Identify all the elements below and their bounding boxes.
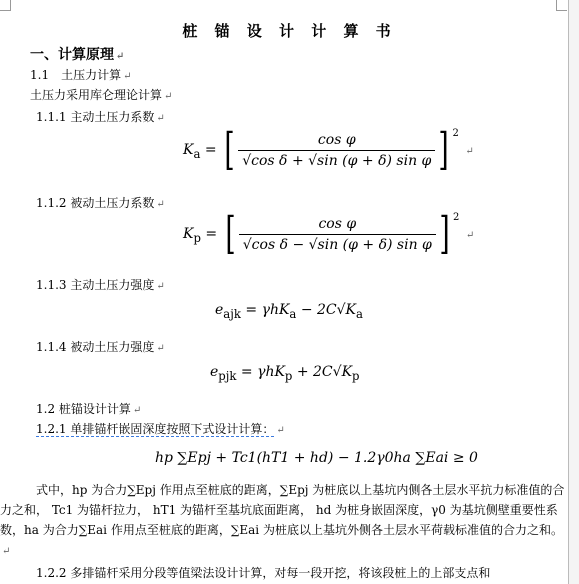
right-bracket: ] xyxy=(438,124,450,175)
right-bracket: ] xyxy=(439,208,450,259)
kp-numerator: cos φ xyxy=(318,215,357,232)
paragraph-mark: ↵ xyxy=(164,91,173,102)
kp-subscript: p xyxy=(193,230,201,245)
epjk-rhs: = γhK xyxy=(240,364,285,380)
subsection-1-1-2 xyxy=(36,194,165,211)
subsection-1-1-3-text: 1.1.3 主动土压力强度 xyxy=(36,278,155,292)
equals-sign: = xyxy=(205,226,218,242)
epjk-tail: + 2C√K xyxy=(296,364,353,380)
paragraph-mark: ↵ xyxy=(116,51,125,62)
eajk-subscript: ajk xyxy=(223,306,241,321)
subsection-1-1-2-text: 1.1.2 被动土压力系数 xyxy=(36,196,155,210)
subsection-1-1-1 xyxy=(36,108,165,125)
kp-exponent: 2 xyxy=(453,212,460,223)
ka-subscript: a xyxy=(193,146,201,161)
eajk-sqrt-subscript: a xyxy=(356,306,363,321)
paragraph-mark: ↵ xyxy=(276,425,285,436)
kp-denominator: √cos δ − √sin (φ + δ) sin φ xyxy=(239,234,436,253)
subsection-1-1-1-text: 1.1.1 主动土压力系数 xyxy=(36,110,155,124)
eajk-rhs: = γhK xyxy=(245,302,290,318)
formula-eajk xyxy=(215,302,363,321)
ka-exponent: 2 xyxy=(452,128,459,139)
explanation-paragraph xyxy=(0,480,568,562)
subsection-1-1-intro xyxy=(30,86,172,103)
document-title: 桩 锚 设 计 计 算 书 xyxy=(182,22,397,40)
paragraph-mark: ↵ xyxy=(156,281,165,292)
crop-mark-top-right xyxy=(556,0,567,11)
ka-denominator: √cos δ + √sin (φ + δ) sin φ xyxy=(238,150,435,169)
subsection-1-1-4-text: 1.1.4 被动土压力强度 xyxy=(36,340,155,354)
section-heading-1-text: 一、计算原理 xyxy=(30,47,114,63)
ka-numerator: cos φ xyxy=(317,131,356,148)
paragraph-mark: ↵ xyxy=(156,199,165,210)
eajk-ka-subscript: a xyxy=(289,306,297,321)
paragraph-mark: ↵ xyxy=(156,113,165,124)
eajk-tail: − 2C√K xyxy=(300,302,357,318)
epjk-kp-subscript: p xyxy=(284,368,293,383)
ka-fraction xyxy=(238,132,435,169)
epjk-sqrt-subscript: p xyxy=(352,368,360,383)
paragraph-mark: ↵ xyxy=(123,71,132,82)
subsection-1-2-1 xyxy=(36,420,285,437)
formula-ka xyxy=(183,124,474,175)
left-bracket: [ xyxy=(224,124,235,175)
anchor-depth-expression: hp ∑Epj + Tc1(hT1 + hd) − 1.2γ0ha ∑Eai ≥ 0 xyxy=(155,450,478,466)
intro-text: 土压力采用库仑理论计算 xyxy=(30,88,163,102)
ka-symbol: K xyxy=(183,142,194,158)
subsection-1-1-text: 1.1 土压力计算 xyxy=(30,68,122,82)
left-bracket: [ xyxy=(225,208,236,259)
paragraph-mark: ↵ xyxy=(156,343,165,354)
vertical-scrollbar[interactable] xyxy=(568,0,579,584)
formula-anchor-depth xyxy=(155,450,478,466)
paragraph-mark: ↵ xyxy=(132,405,142,416)
subsection-1-2-text: 1.2 桩锚设计计算 xyxy=(36,402,131,416)
paragraph-mark: ↵ xyxy=(2,546,11,557)
kp-fraction xyxy=(239,216,436,253)
explanation-text: 式中，hp 为合力∑Epj 作用点至桩底的距离，∑Epj 为桩底以上基坑内侧各土层水平抗力标准值的合力之和， Tc1 为锚杆拉力， hT1 为锚杆至基坑底面距离， hd 为桩身嵌固深度，γ0 为基坑侧壁重要性系数，ha 为合力∑Eai 作用点至桩底的距离，∑Eai 为桩底以上基坑外侧各土层水平荷载标准值的合力之和。 xyxy=(0,483,565,537)
paragraph-mark: ↵ xyxy=(465,146,474,157)
subsection-1-1-3 xyxy=(36,276,165,293)
subsection-1-2-1-text: 1.2.1 单排锚杆嵌固深度按照下式设计计算： xyxy=(36,422,275,436)
subsection-1-1-4 xyxy=(36,338,165,355)
paragraph-mark: ↵ xyxy=(465,230,475,241)
epjk-symbol: e xyxy=(210,364,219,380)
formula-epjk xyxy=(210,364,360,383)
kp-symbol: K xyxy=(183,226,194,242)
formula-kp xyxy=(183,208,475,259)
epjk-subscript: pjk xyxy=(218,368,237,383)
eajk-symbol: e xyxy=(215,302,224,318)
equals-sign: = xyxy=(204,142,217,158)
subsection-1-2-2 xyxy=(36,564,490,581)
subsection-1-2 xyxy=(36,400,141,417)
subsection-1-2-2-text: 1.2.2 多排锚杆采用分段等值梁法设计计算，对每一段开挖，将该段桩上的上部支点和 xyxy=(36,566,491,580)
section-heading-1 xyxy=(30,44,124,64)
crop-mark-top-left xyxy=(0,0,11,11)
subsection-1-1 xyxy=(30,66,131,83)
